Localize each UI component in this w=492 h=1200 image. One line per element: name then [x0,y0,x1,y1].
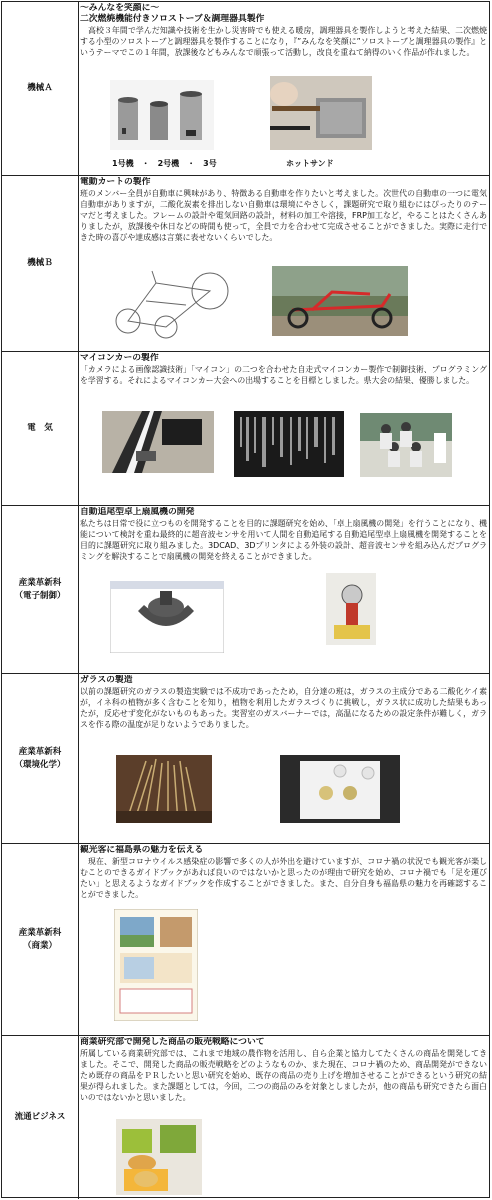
row-content [80,353,487,505]
row-body: 私たちは日常で役に立つものを開発することを目的に課題研究を始め、「卓上扇風機の開発」を行うことになり、機能について検討を重ね最終的に超音波センサを用いて人間を自動追尾する自動追尾型卓上扇風機を開発することを目的に課題研究に取り組みました。3DCAD、3Dプリンタによる外装の設計、超音波センサを組み込んだプログラミングを解決することで扇風機の開発を終えることができました。 [80,519,487,561]
product-photo [116,1119,202,1195]
guidebook-photo [114,909,198,1021]
stove-photo [110,80,214,150]
row-title: 商業研究部で開発した商品の販売戦略について [80,1037,265,1047]
row-body: 所属している商業研究部では、これまで地域の農作物を活用し、自ら企業と協力してたくさんの商品を開発してきました。そこで、開発した商品の販売戦略をどのようなものか、また現在、コロナ禍のため、商品開発ができないため既存の商品をＰＲしたいと思い研究を始め、既存の商品の売り上げを増加させることができるという研究の結果が得られました。また課題としては，今回，二つの商品のみを対象としましたが，他の商品も研究できたら面白いのではないかと思いました。 [80,1049,487,1102]
row-content [80,1037,487,1199]
table-row [2,1035,489,1199]
table-row [2,351,489,505]
table-row [2,2,489,175]
row-body: 現在、新型コロナウイルス感染症の影響で多くの人が外出を避けていますが、コロナ禍の状況でも観光客が楽しむことのできるガイドブックがあれば良いのではないかと思ったのが理由で研究を始め、コロナ禍でも「足を運びたい」と思えるようなガイドブックを作成することができました。また、自分自身も福島県の魅力を再確認することができました。 [80,857,487,899]
row-title: ガラスの製造 [80,675,133,685]
row-label: 電 気 [2,352,79,505]
row-body: 班のメンバー全員が自動車に興味があり、特徴ある自動車を作りたいと考えました。次世代の自動車の一つに電気自動車がありますが，二酸化炭素を排出しない自動車は環境にやさしく，課題研究で取り組むにはぴったりのテーマだと考えました。フレームの設計や電気回路の設計，材料の加工や溶接，FRP加工など，やることはたくさんありましたが，放課後や休日などの時間も使って，全員で力を合わせて完成させることができました。実際に走行できた時の喜びや達成感は言葉に表せないくらいでした。 [80,189,487,242]
row-tagline: ～みんなを笑顔に～ [80,3,160,13]
stove-caption: 1号機 ・ 2号機 ・ 3号 [112,159,217,168]
track-photo [102,411,214,473]
row-label: 機械Ａ [2,2,79,175]
table-row [2,843,489,1035]
team-photo [360,413,452,477]
row-body: 高校３年間で学んだ知識や技術を生かし災害時でも使える暖房，調理器具を製作しようと考えた結果、二次燃焼する小型のソロストーブと調理器具を製作することになり，『”みんなを笑顔に”ソロストーブと調理器具の製作』というテーマでこの１年間，放課後などもみんなで頑張って活動し，改良を重ねて納得のいく作品が作れました。 [80,26,487,57]
fan-prototype-photo [326,573,376,645]
plant-material-photo [116,755,212,823]
row-label: 機械Ｂ [2,176,79,351]
row-title: 自動追尾型卓上扇風機の開発 [80,507,195,517]
row-body: 以前の課題研究のガラスの製造実験では不成功であったため，自分達の班は，ガラスの主成分である二酸化ケイ素が，イネ科の植物が多く含むことを知り，植物を利用したガラスづくりに挑戦し，ガラス状に成功した結果もあったが，反応せず変化がないものもあった。実習室のガスバーナーでは，高温になるための設定条件が難しく，ガラスを作る際の温度が足りないようでありました。 [80,687,487,729]
program-screen-photo [234,411,344,477]
row-content [80,177,487,351]
row-label: 産業革新科 （環境化学） [2,674,79,843]
fan-cad-photo [110,581,224,653]
row-body: 「カメラによる画像認識技術」「マイコン」の二つを合わせた自走式マイコンカー製作で制御技術、プログラミングを学習する。それによるマイコンカー大会への出場することを目標としました。県大会の結果、優勝しました。 [80,365,487,385]
table-row [2,673,489,843]
table-row [2,175,489,351]
row-label: 流通ビジネス [2,1036,79,1199]
table-row [2,505,489,673]
row-title: マイコンカーの製作 [80,353,159,363]
row-label: 産業革新科 （商業） [2,844,79,1035]
report-table [1,1,490,1198]
hot-sand-photo [270,76,372,150]
glass-sample-photo [280,755,400,823]
row-label: 産業革新科 （電子制御） [2,506,79,673]
row-title: 電動カートの製作 [80,177,151,187]
hot-sand-caption: ホットサンド [286,159,334,168]
cart-cad-photo [106,261,234,341]
row-content [80,845,487,1035]
row-title: 二次燃焼機能付きソロストーブ＆調理器具製作 [80,14,265,24]
row-content [80,675,487,843]
row-content [80,3,487,175]
row-content [80,507,487,673]
row-title: 観光客に福島県の魅力を伝える [80,845,204,855]
cart-photo [272,266,408,336]
